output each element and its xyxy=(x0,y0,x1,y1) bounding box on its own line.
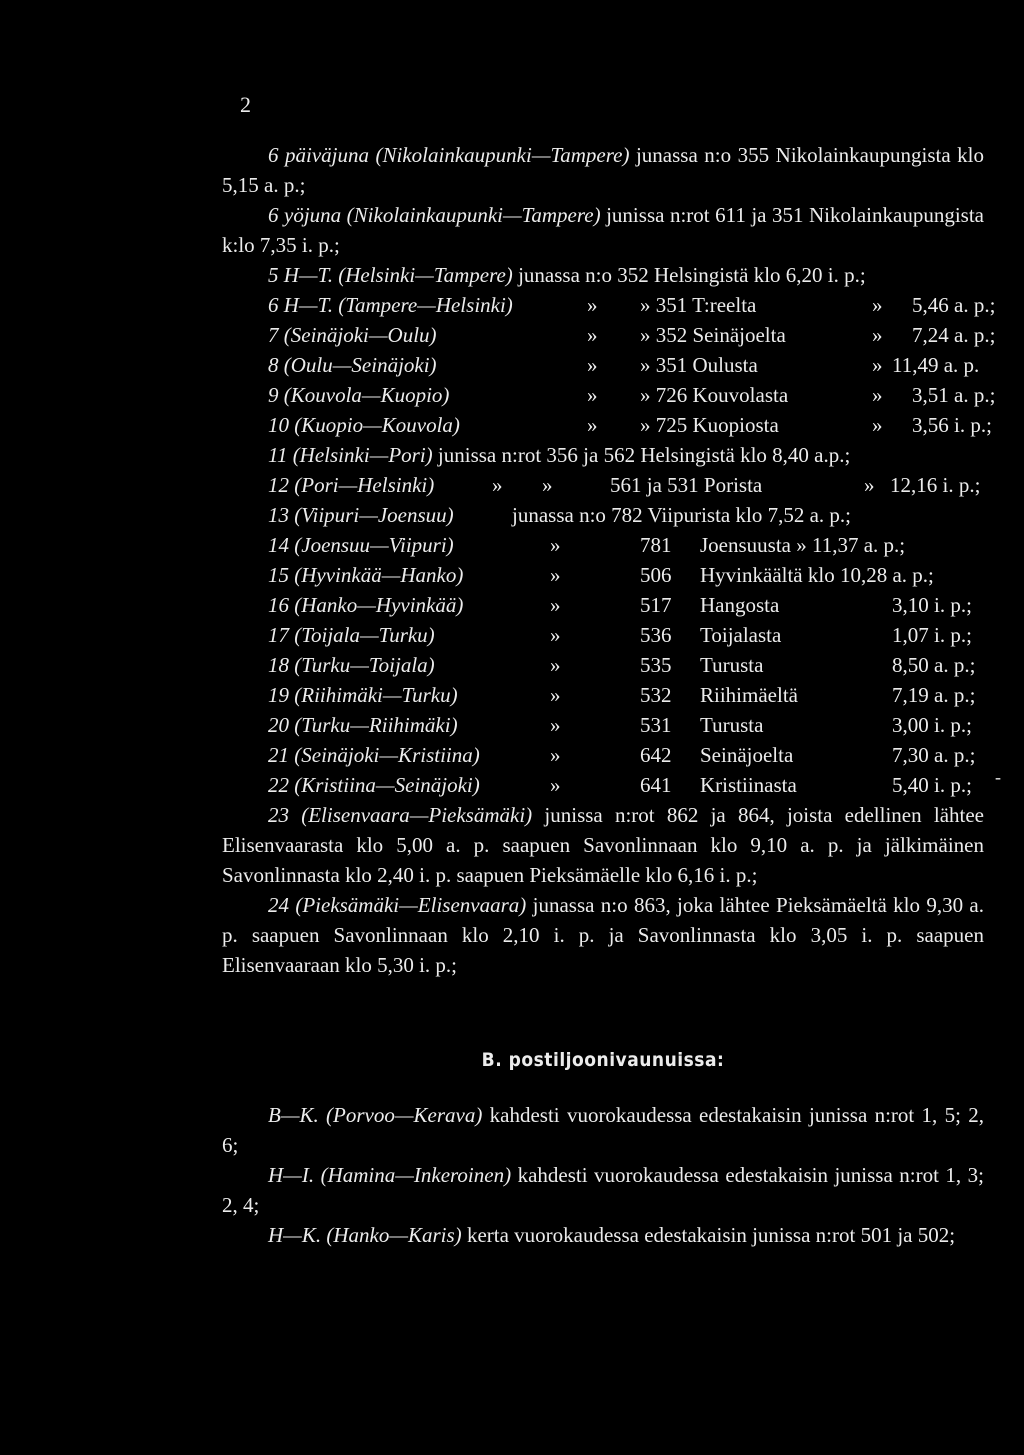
table-row xyxy=(222,380,996,410)
paragraph-text: junassa n:o 355 Nikolainkaupungista klo 5,15 a. p.; xyxy=(222,143,984,197)
train-info: 561 ja 531 Porista xyxy=(610,473,763,497)
train-number: 536 xyxy=(640,623,672,647)
time-value: 7,19 a. p.; xyxy=(892,683,976,707)
train-number: 517 xyxy=(640,593,672,617)
paragraph-text: junissa n:rot 862 ja 864, joista edellinen lähtee Elisenvaarasta klo 5,00 a. p. saapuen Savonlinnaan klo 9,10 a. p. ja jälkimäinen Savonlinnasta klo 2,40 i. p. saapuen Pieksämäelle klo 6,16 i. p.; xyxy=(222,803,984,887)
ditto-mark: » xyxy=(872,353,883,377)
train-info: » 725 Kuopiosta xyxy=(640,413,779,437)
route-label: 18 (Turku—Toijala) xyxy=(268,653,435,677)
table-row xyxy=(222,560,984,590)
route-label: 16 (Hanko—Hyvinkää) xyxy=(268,593,464,617)
route-label: 10 (Kuopio—Kouvola) xyxy=(268,413,460,437)
paragraph xyxy=(222,800,984,890)
time-value: 3,51 a. p.; xyxy=(912,383,996,407)
route-label: 22 (Kristiina—Seinäjoki) xyxy=(268,773,480,797)
paragraph-text: junassa n:o 352 Helsingistä klo 6,20 i. p.; xyxy=(512,263,866,287)
ditto-mark: » xyxy=(550,653,561,677)
station-name: Toijalasta xyxy=(700,623,782,647)
paragraph xyxy=(222,890,984,980)
paragraph-text: junissa n:rot 611 ja 351 Nikolainkaupungista k:lo 7,35 i. p.; xyxy=(222,203,984,257)
route-label: 6 päiväjuna (Nikolainkaupunki—Tampere) xyxy=(268,143,630,167)
train-info: » 351 Oulusta xyxy=(640,353,758,377)
table-row xyxy=(222,650,984,680)
paragraph-text: kerta vuorokaudessa edestakaisin junissa n:rot 501 ja 502; xyxy=(461,1223,956,1247)
line-12 xyxy=(222,470,984,500)
ditto-mark: » xyxy=(864,473,875,497)
route-label: 11 (Helsinki—Pori) xyxy=(268,443,433,467)
train-number: 531 xyxy=(640,713,672,737)
ditto-mark: » xyxy=(587,353,598,377)
time-value: 7,30 a. p.; xyxy=(892,743,976,767)
route-label: 20 (Turku—Riihimäki) xyxy=(268,713,458,737)
line-13 xyxy=(222,500,984,530)
ditto-mark: » xyxy=(587,323,598,347)
ditto-mark: » xyxy=(550,623,561,647)
line-11 xyxy=(222,440,984,470)
table-row xyxy=(222,470,984,500)
table-row xyxy=(222,770,984,800)
time-value: 1,07 i. p.; xyxy=(892,623,972,647)
paragraph xyxy=(222,440,984,470)
postal-wagons-block xyxy=(222,1100,984,1250)
station-name: Kristiinasta xyxy=(700,773,797,797)
route-label: 7 (Seinäjoki—Oulu) xyxy=(268,323,437,347)
ditto-mark: » xyxy=(587,413,598,437)
time-value: 11,49 a. p. xyxy=(892,353,980,377)
ditto-mark: » xyxy=(872,293,883,317)
route-label: 17 (Toijala—Turku) xyxy=(268,623,435,647)
paragraph-text: junassa n:o 863, joka lähtee Pieksämäeltä klo 9,30 a. p. saapuen Savonlinnaan klo 2,10 i. p. ja Savonlinnasta klo 3,05 i. p. saapuen Elisenvaaraan klo 5,30 i. p.; xyxy=(222,893,984,977)
train-info: » 352 Seinäjoelta xyxy=(640,323,786,347)
route-label: 8 (Oulu—Seinäjoki) xyxy=(268,353,437,377)
paragraph-text: kahdesti vuorokaudessa edestakaisin junissa n:rot 1, 5; 2, 6; xyxy=(222,1103,984,1157)
ditto-mark: » xyxy=(542,473,553,497)
ditto-mark: » xyxy=(587,383,598,407)
intro-block xyxy=(222,140,984,290)
margin-mark: - xyxy=(995,767,1001,787)
paragraph xyxy=(222,1220,984,1250)
table-row xyxy=(222,710,984,740)
paragraph xyxy=(222,1100,984,1160)
route-label: B—K. (Porvoo—Kerava) xyxy=(268,1103,483,1127)
table-row xyxy=(222,620,984,650)
section-heading: B. postiljoonivaunuissa: xyxy=(481,1049,725,1071)
ditto-mark: » xyxy=(872,323,883,347)
station-name: Hangosta xyxy=(700,593,780,617)
time-value: 3,10 i. p.; xyxy=(892,593,972,617)
route-label: 14 (Joensuu—Viipuri) xyxy=(268,533,454,557)
table-row xyxy=(222,740,984,770)
route-label: 9 (Kouvola—Kuopio) xyxy=(268,383,450,407)
time-value: 8,50 a. p.; xyxy=(892,653,976,677)
route-label: 13 (Viipuri—Joensuu) xyxy=(268,503,454,527)
timetable-b xyxy=(222,530,984,800)
route-label: 15 (Hyvinkää—Hanko) xyxy=(268,563,464,587)
time-value: 5,46 a. p.; xyxy=(912,293,996,317)
table-row xyxy=(222,680,984,710)
table-row xyxy=(222,290,996,320)
ditto-mark: » xyxy=(550,593,561,617)
table-row xyxy=(222,410,992,440)
paragraph xyxy=(222,140,984,200)
table-row xyxy=(222,500,984,530)
station-name: Hyvinkäältä klo 10,28 a. p.; xyxy=(700,563,934,587)
table-row xyxy=(222,320,996,350)
time-value: 3,00 i. p.; xyxy=(892,713,972,737)
station-name: Riihimäeltä xyxy=(700,683,798,707)
route-label: 21 (Seinäjoki—Kristiina) xyxy=(268,743,480,767)
train-number: 641 xyxy=(640,773,672,797)
route-label: H—I. (Hamina—Inkeroinen) xyxy=(268,1163,512,1187)
station-name: Seinäjoelta xyxy=(700,743,794,767)
route-label: 19 (Riihimäki—Turku) xyxy=(268,683,458,707)
paragraph-text: kahdesti vuorokaudessa edestakaisin junissa n:rot 1, 3; 2, 4; xyxy=(222,1163,984,1217)
time-value: 3,56 i. p.; xyxy=(912,413,992,437)
paragraph xyxy=(222,260,984,290)
paragraph xyxy=(222,200,984,260)
train-number: 506 xyxy=(640,563,672,587)
route-label: 5 H—T. (Helsinki—Tampere) xyxy=(268,263,513,287)
ditto-mark: » xyxy=(587,293,598,317)
ditto-mark: » xyxy=(550,713,561,737)
time-value: 12,16 i. p.; xyxy=(890,473,981,497)
route-label: 6 yöjuna (Nikolainkaupunki—Tampere) xyxy=(268,203,601,227)
table-row xyxy=(222,530,984,560)
route-label: 12 (Pori—Helsinki) xyxy=(268,473,435,497)
train-info: junassa n:o 782 Viipurista klo 7,52 a. p.; xyxy=(512,503,851,527)
ditto-mark: » xyxy=(492,473,503,497)
station-name: Joensuusta » 11,37 a. p.; xyxy=(700,533,906,557)
ditto-mark: » xyxy=(550,563,561,587)
time-value: 5,40 i. p.; xyxy=(892,773,972,797)
route-label: 6 H—T. (Tampere—Helsinki) xyxy=(268,293,513,317)
timetable-a xyxy=(222,290,996,440)
train-number: 535 xyxy=(640,653,672,677)
route-label: 24 (Pieksämäki—Elisenvaara) xyxy=(268,893,527,917)
ditto-mark: » xyxy=(872,413,883,437)
paragraph-text: junissa n:rot 356 ja 562 Helsingistä klo 8,40 a.p.; xyxy=(432,443,851,467)
route-label: 23 (Elisenvaara—Pieksämäki) xyxy=(268,803,533,827)
station-name: Turusta xyxy=(700,653,764,677)
ditto-mark: » xyxy=(550,773,561,797)
ditto-mark: » xyxy=(872,383,883,407)
ditto-mark: » xyxy=(550,743,561,767)
table-row xyxy=(222,350,984,380)
page-number: 2 xyxy=(240,92,251,117)
route-label: H—K. (Hanko—Karis) xyxy=(268,1223,462,1247)
table-row xyxy=(222,590,984,620)
train-number: 781 xyxy=(640,533,672,557)
ditto-mark: » xyxy=(550,683,561,707)
train-number: 642 xyxy=(640,743,672,767)
time-value: 7,24 a. p.; xyxy=(912,323,996,347)
ditto-mark: » xyxy=(550,533,561,557)
paragraph xyxy=(222,1160,984,1220)
paragraph-23-24 xyxy=(222,800,984,980)
station-name: Turusta xyxy=(700,713,764,737)
train-number: 532 xyxy=(640,683,672,707)
train-info: » 351 T:reelta xyxy=(640,293,757,317)
train-info: » 726 Kouvolasta xyxy=(640,383,789,407)
